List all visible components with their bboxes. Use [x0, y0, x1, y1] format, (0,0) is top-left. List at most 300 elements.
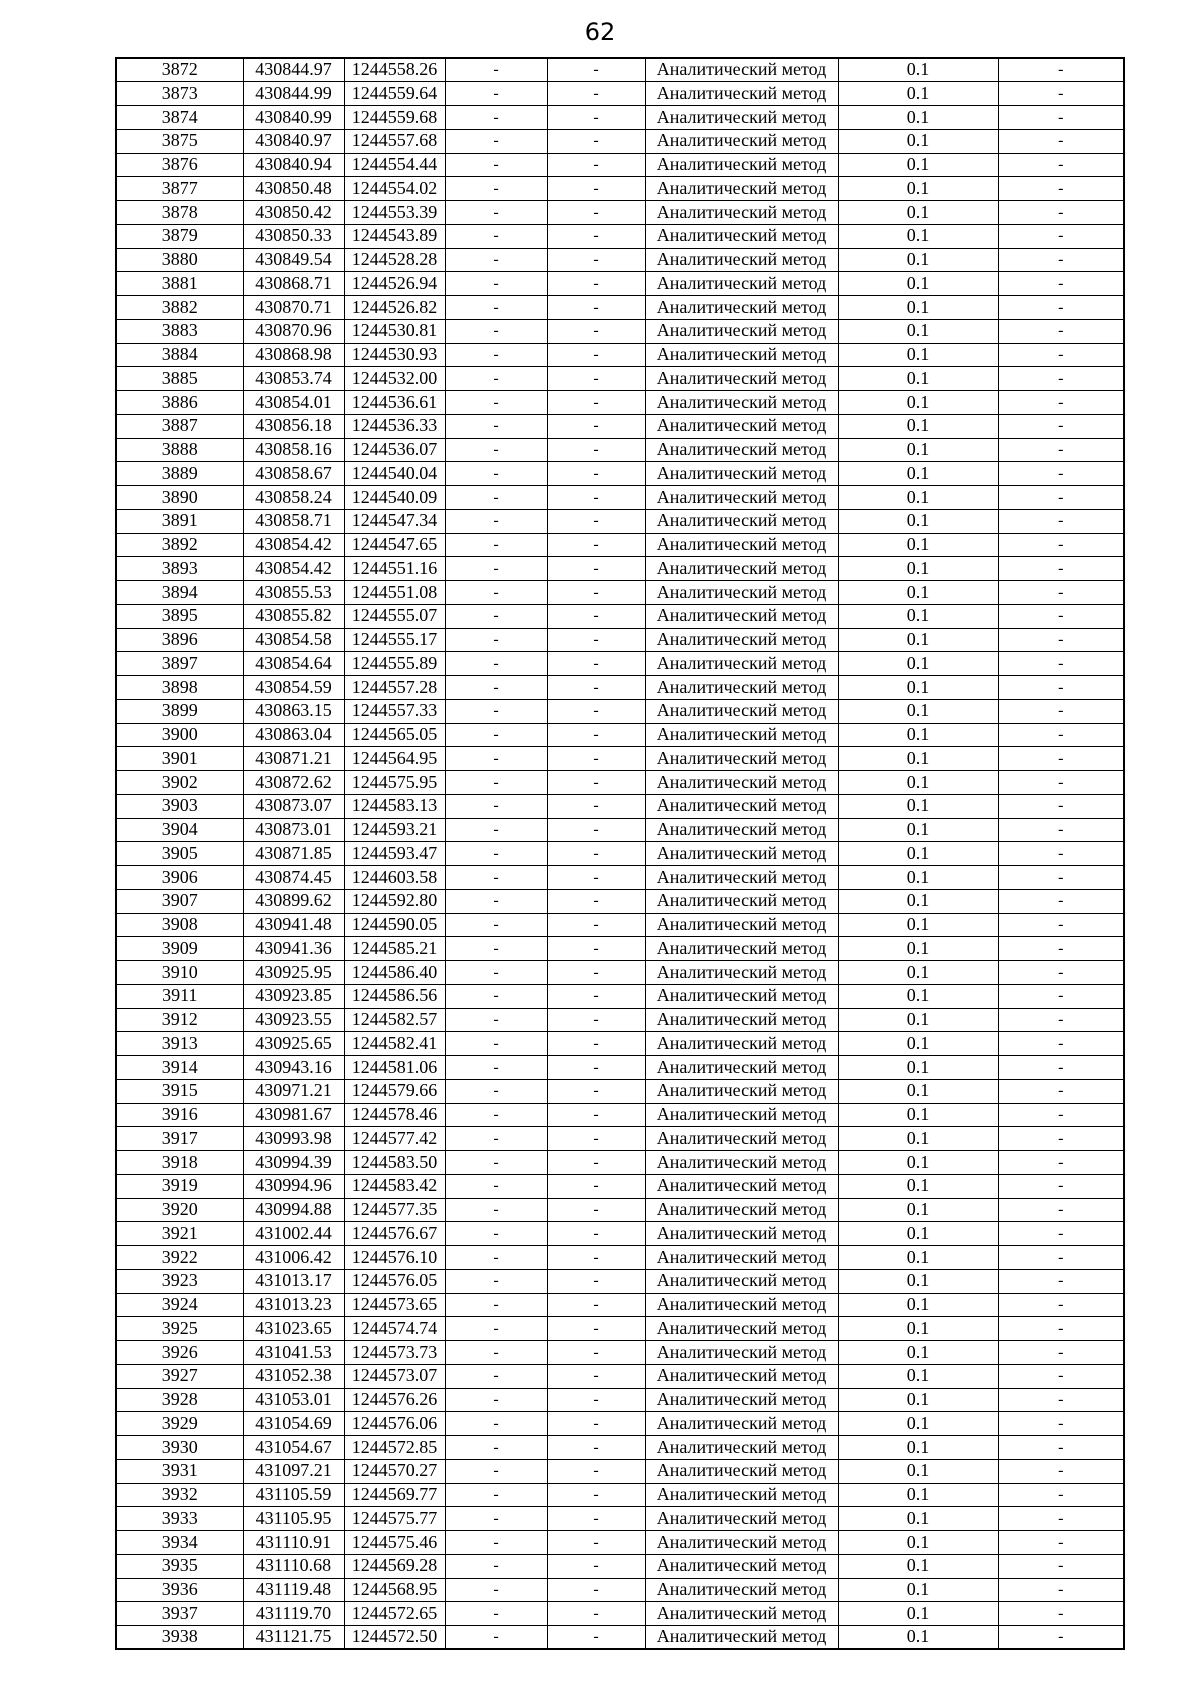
empty-value-cell: -: [445, 533, 547, 557]
accuracy-cell: 0.1: [838, 1056, 998, 1080]
accuracy-cell: 0.1: [838, 509, 998, 533]
y-coordinate-cell: 1244559.68: [344, 106, 445, 130]
empty-value-cell: -: [547, 1436, 645, 1460]
x-coordinate-cell: 431052.38: [243, 1364, 344, 1388]
empty-value-cell: -: [547, 723, 645, 747]
method-cell: Аналитический метод: [645, 201, 838, 225]
y-coordinate-cell: 1244590.05: [344, 913, 445, 937]
x-coordinate-cell: 430854.64: [243, 652, 344, 676]
empty-value-cell: -: [998, 1174, 1124, 1198]
empty-value-cell: -: [547, 58, 645, 82]
table-row: [116, 889, 1124, 913]
empty-value-cell: -: [445, 581, 547, 605]
method-cell: Аналитический метод: [645, 771, 838, 795]
y-coordinate-cell: 1244574.74: [344, 1317, 445, 1341]
table-row: [116, 1626, 1124, 1650]
empty-value-cell: -: [547, 153, 645, 177]
table-row: [116, 201, 1124, 225]
empty-value-cell: -: [445, 1364, 547, 1388]
point-number-cell: 3884: [116, 343, 243, 367]
method-cell: Аналитический метод: [645, 1578, 838, 1602]
empty-value-cell: -: [445, 201, 547, 225]
x-coordinate-cell: 430854.42: [243, 533, 344, 557]
empty-value-cell: -: [998, 201, 1124, 225]
y-coordinate-cell: 1244586.40: [344, 961, 445, 985]
empty-value-cell: -: [445, 224, 547, 248]
empty-value-cell: -: [445, 1388, 547, 1412]
empty-value-cell: -: [547, 1626, 645, 1650]
empty-value-cell: -: [998, 1602, 1124, 1626]
accuracy-cell: 0.1: [838, 1008, 998, 1032]
accuracy-cell: 0.1: [838, 1578, 998, 1602]
x-coordinate-cell: 430994.39: [243, 1151, 344, 1175]
method-cell: Аналитический метод: [645, 723, 838, 747]
point-number-cell: 3874: [116, 106, 243, 130]
empty-value-cell: -: [998, 462, 1124, 486]
empty-value-cell: -: [547, 1056, 645, 1080]
method-cell: Аналитический метод: [645, 177, 838, 201]
point-number-cell: 3872: [116, 58, 243, 82]
point-number-cell: 3913: [116, 1032, 243, 1056]
y-coordinate-cell: 1244565.05: [344, 723, 445, 747]
accuracy-cell: 0.1: [838, 557, 998, 581]
empty-value-cell: -: [998, 1222, 1124, 1246]
empty-value-cell: -: [547, 1198, 645, 1222]
method-cell: Аналитический метод: [645, 652, 838, 676]
x-coordinate-cell: 430971.21: [243, 1079, 344, 1103]
table-row: [116, 628, 1124, 652]
empty-value-cell: -: [445, 1531, 547, 1555]
x-coordinate-cell: 430872.62: [243, 771, 344, 795]
empty-value-cell: -: [547, 272, 645, 296]
accuracy-cell: 0.1: [838, 1293, 998, 1317]
point-number-cell: 3936: [116, 1578, 243, 1602]
accuracy-cell: 0.1: [838, 224, 998, 248]
empty-value-cell: -: [445, 1008, 547, 1032]
y-coordinate-cell: 1244543.89: [344, 224, 445, 248]
empty-value-cell: -: [547, 509, 645, 533]
accuracy-cell: 0.1: [838, 106, 998, 130]
x-coordinate-cell: 430854.59: [243, 676, 344, 700]
method-cell: Аналитический метод: [645, 1151, 838, 1175]
point-number-cell: 3924: [116, 1293, 243, 1317]
method-cell: Аналитический метод: [645, 1127, 838, 1151]
empty-value-cell: -: [547, 1602, 645, 1626]
point-number-cell: 3901: [116, 747, 243, 771]
table-row: [116, 1174, 1124, 1198]
empty-value-cell: -: [547, 1127, 645, 1151]
y-coordinate-cell: 1244570.27: [344, 1459, 445, 1483]
y-coordinate-cell: 1244575.77: [344, 1507, 445, 1531]
empty-value-cell: -: [998, 771, 1124, 795]
empty-value-cell: -: [998, 224, 1124, 248]
x-coordinate-cell: 430840.94: [243, 153, 344, 177]
method-cell: Аналитический метод: [645, 1246, 838, 1270]
empty-value-cell: -: [445, 296, 547, 320]
accuracy-cell: 0.1: [838, 367, 998, 391]
empty-value-cell: -: [998, 319, 1124, 343]
method-cell: Аналитический метод: [645, 224, 838, 248]
x-coordinate-cell: 430858.67: [243, 462, 344, 486]
accuracy-cell: 0.1: [838, 414, 998, 438]
empty-value-cell: -: [445, 699, 547, 723]
accuracy-cell: 0.1: [838, 699, 998, 723]
point-number-cell: 3887: [116, 414, 243, 438]
empty-value-cell: -: [998, 1388, 1124, 1412]
empty-value-cell: -: [547, 462, 645, 486]
empty-value-cell: -: [445, 367, 547, 391]
x-coordinate-cell: 431054.67: [243, 1436, 344, 1460]
method-cell: Аналитический метод: [645, 486, 838, 510]
method-cell: Аналитический метод: [645, 842, 838, 866]
empty-value-cell: -: [445, 509, 547, 533]
empty-value-cell: -: [547, 1008, 645, 1032]
y-coordinate-cell: 1244582.57: [344, 1008, 445, 1032]
accuracy-cell: 0.1: [838, 1079, 998, 1103]
empty-value-cell: -: [998, 1127, 1124, 1151]
accuracy-cell: 0.1: [838, 438, 998, 462]
y-coordinate-cell: 1244555.07: [344, 604, 445, 628]
accuracy-cell: 0.1: [838, 771, 998, 795]
method-cell: Аналитический метод: [645, 391, 838, 415]
y-coordinate-cell: 1244540.04: [344, 462, 445, 486]
method-cell: Аналитический метод: [645, 58, 838, 82]
empty-value-cell: -: [445, 1079, 547, 1103]
y-coordinate-cell: 1244582.41: [344, 1032, 445, 1056]
y-coordinate-cell: 1244572.85: [344, 1436, 445, 1460]
x-coordinate-cell: 430858.16: [243, 438, 344, 462]
accuracy-cell: 0.1: [838, 984, 998, 1008]
empty-value-cell: -: [445, 747, 547, 771]
empty-value-cell: -: [998, 699, 1124, 723]
x-coordinate-cell: 430923.55: [243, 1008, 344, 1032]
y-coordinate-cell: 1244528.28: [344, 248, 445, 272]
method-cell: Аналитический метод: [645, 1293, 838, 1317]
point-number-cell: 3925: [116, 1317, 243, 1341]
empty-value-cell: -: [547, 628, 645, 652]
point-number-cell: 3888: [116, 438, 243, 462]
empty-value-cell: -: [998, 676, 1124, 700]
empty-value-cell: -: [998, 913, 1124, 937]
accuracy-cell: 0.1: [838, 889, 998, 913]
point-number-cell: 3909: [116, 937, 243, 961]
y-coordinate-cell: 1244554.44: [344, 153, 445, 177]
x-coordinate-cell: 431110.91: [243, 1531, 344, 1555]
y-coordinate-cell: 1244603.58: [344, 866, 445, 890]
method-cell: Аналитический метод: [645, 1032, 838, 1056]
empty-value-cell: -: [998, 1483, 1124, 1507]
accuracy-cell: 0.1: [838, 129, 998, 153]
empty-value-cell: -: [998, 1032, 1124, 1056]
empty-value-cell: -: [445, 1459, 547, 1483]
accuracy-cell: 0.1: [838, 1269, 998, 1293]
y-coordinate-cell: 1244583.42: [344, 1174, 445, 1198]
empty-value-cell: -: [445, 1554, 547, 1578]
method-cell: Аналитический метод: [645, 1222, 838, 1246]
table-row: [116, 1507, 1124, 1531]
x-coordinate-cell: 431105.95: [243, 1507, 344, 1531]
empty-value-cell: -: [445, 82, 547, 106]
x-coordinate-cell: 431013.17: [243, 1269, 344, 1293]
point-number-cell: 3923: [116, 1269, 243, 1293]
empty-value-cell: -: [445, 248, 547, 272]
accuracy-cell: 0.1: [838, 533, 998, 557]
accuracy-cell: 0.1: [838, 794, 998, 818]
table-row: [116, 1602, 1124, 1626]
empty-value-cell: -: [998, 82, 1124, 106]
method-cell: Аналитический метод: [645, 1056, 838, 1080]
empty-value-cell: -: [445, 866, 547, 890]
table-row: [116, 984, 1124, 1008]
accuracy-cell: 0.1: [838, 961, 998, 985]
point-number-cell: 3894: [116, 581, 243, 605]
accuracy-cell: 0.1: [838, 1222, 998, 1246]
x-coordinate-cell: 431006.42: [243, 1246, 344, 1270]
method-cell: Аналитический метод: [645, 1412, 838, 1436]
x-coordinate-cell: 431119.48: [243, 1578, 344, 1602]
point-number-cell: 3885: [116, 367, 243, 391]
empty-value-cell: -: [445, 676, 547, 700]
y-coordinate-cell: 1244573.73: [344, 1341, 445, 1365]
empty-value-cell: -: [547, 391, 645, 415]
empty-value-cell: -: [547, 1507, 645, 1531]
point-number-cell: 3911: [116, 984, 243, 1008]
accuracy-cell: 0.1: [838, 723, 998, 747]
x-coordinate-cell: 430844.97: [243, 58, 344, 82]
y-coordinate-cell: 1244540.09: [344, 486, 445, 510]
empty-value-cell: -: [998, 533, 1124, 557]
x-coordinate-cell: 431053.01: [243, 1388, 344, 1412]
x-coordinate-cell: 430941.48: [243, 913, 344, 937]
point-number-cell: 3873: [116, 82, 243, 106]
empty-value-cell: -: [445, 1578, 547, 1602]
y-coordinate-cell: 1244576.10: [344, 1246, 445, 1270]
accuracy-cell: 0.1: [838, 1341, 998, 1365]
method-cell: Аналитический метод: [645, 153, 838, 177]
x-coordinate-cell: 430863.15: [243, 699, 344, 723]
empty-value-cell: -: [445, 177, 547, 201]
empty-value-cell: -: [547, 557, 645, 581]
y-coordinate-cell: 1244586.56: [344, 984, 445, 1008]
table-row: [116, 462, 1124, 486]
point-number-cell: 3912: [116, 1008, 243, 1032]
table-row: [116, 129, 1124, 153]
empty-value-cell: -: [547, 129, 645, 153]
accuracy-cell: 0.1: [838, 82, 998, 106]
page-number: 62: [584, 18, 616, 46]
empty-value-cell: -: [445, 106, 547, 130]
point-number-cell: 3889: [116, 462, 243, 486]
x-coordinate-cell: 430844.99: [243, 82, 344, 106]
empty-value-cell: -: [547, 224, 645, 248]
point-number-cell: 3899: [116, 699, 243, 723]
empty-value-cell: -: [547, 486, 645, 510]
table-row: [116, 723, 1124, 747]
empty-value-cell: -: [445, 391, 547, 415]
point-number-cell: 3902: [116, 771, 243, 795]
empty-value-cell: -: [547, 201, 645, 225]
empty-value-cell: -: [547, 248, 645, 272]
table-row: [116, 1436, 1124, 1460]
accuracy-cell: 0.1: [838, 1317, 998, 1341]
y-coordinate-cell: 1244547.34: [344, 509, 445, 533]
table-row: [116, 747, 1124, 771]
empty-value-cell: -: [998, 581, 1124, 605]
y-coordinate-cell: 1244568.95: [344, 1578, 445, 1602]
point-number-cell: 3900: [116, 723, 243, 747]
method-cell: Аналитический метод: [645, 1436, 838, 1460]
empty-value-cell: -: [547, 842, 645, 866]
x-coordinate-cell: 430943.16: [243, 1056, 344, 1080]
x-coordinate-cell: 430849.54: [243, 248, 344, 272]
empty-value-cell: -: [998, 747, 1124, 771]
empty-value-cell: -: [547, 699, 645, 723]
method-cell: Аналитический метод: [645, 699, 838, 723]
method-cell: Аналитический метод: [645, 747, 838, 771]
empty-value-cell: -: [547, 889, 645, 913]
empty-value-cell: -: [998, 1554, 1124, 1578]
y-coordinate-cell: 1244530.81: [344, 319, 445, 343]
empty-value-cell: -: [998, 1436, 1124, 1460]
table-row: [116, 486, 1124, 510]
empty-value-cell: -: [998, 1341, 1124, 1365]
empty-value-cell: -: [998, 486, 1124, 510]
empty-value-cell: -: [998, 1317, 1124, 1341]
table-row: [116, 343, 1124, 367]
accuracy-cell: 0.1: [838, 153, 998, 177]
empty-value-cell: -: [998, 1293, 1124, 1317]
method-cell: Аналитический метод: [645, 1269, 838, 1293]
accuracy-cell: 0.1: [838, 248, 998, 272]
method-cell: Аналитический метод: [645, 414, 838, 438]
table-row: [116, 1269, 1124, 1293]
empty-value-cell: -: [998, 1246, 1124, 1270]
empty-value-cell: -: [445, 438, 547, 462]
empty-value-cell: -: [445, 462, 547, 486]
method-cell: Аналитический метод: [645, 1626, 838, 1650]
point-number-cell: 3933: [116, 1507, 243, 1531]
point-number-cell: 3928: [116, 1388, 243, 1412]
y-coordinate-cell: 1244577.42: [344, 1127, 445, 1151]
x-coordinate-cell: 430871.85: [243, 842, 344, 866]
point-number-cell: 3893: [116, 557, 243, 581]
empty-value-cell: -: [998, 343, 1124, 367]
method-cell: Аналитический метод: [645, 462, 838, 486]
y-coordinate-cell: 1244572.65: [344, 1602, 445, 1626]
point-number-cell: 3898: [116, 676, 243, 700]
empty-value-cell: -: [547, 604, 645, 628]
x-coordinate-cell: 430850.33: [243, 224, 344, 248]
table-row: [116, 1151, 1124, 1175]
empty-value-cell: -: [445, 889, 547, 913]
empty-value-cell: -: [998, 296, 1124, 320]
method-cell: Аналитический метод: [645, 1507, 838, 1531]
point-number-cell: 3904: [116, 818, 243, 842]
x-coordinate-cell: 430854.01: [243, 391, 344, 415]
table-row: [116, 1198, 1124, 1222]
accuracy-cell: 0.1: [838, 1032, 998, 1056]
y-coordinate-cell: 1244593.47: [344, 842, 445, 866]
x-coordinate-cell: 430994.88: [243, 1198, 344, 1222]
y-coordinate-cell: 1244575.95: [344, 771, 445, 795]
y-coordinate-cell: 1244530.93: [344, 343, 445, 367]
x-coordinate-cell: 430868.98: [243, 343, 344, 367]
method-cell: Аналитический метод: [645, 1531, 838, 1555]
empty-value-cell: -: [445, 937, 547, 961]
accuracy-cell: 0.1: [838, 391, 998, 415]
point-number-cell: 3903: [116, 794, 243, 818]
point-number-cell: 3919: [116, 1174, 243, 1198]
table-row: [116, 153, 1124, 177]
empty-value-cell: -: [547, 1459, 645, 1483]
y-coordinate-cell: 1244554.02: [344, 177, 445, 201]
method-cell: Аналитический метод: [645, 676, 838, 700]
method-cell: Аналитический метод: [645, 1198, 838, 1222]
table-row: [116, 1127, 1124, 1151]
y-coordinate-cell: 1244551.16: [344, 557, 445, 581]
empty-value-cell: -: [445, 1032, 547, 1056]
empty-value-cell: -: [445, 961, 547, 985]
table-row: [116, 676, 1124, 700]
empty-value-cell: -: [998, 1198, 1124, 1222]
accuracy-cell: 0.1: [838, 1127, 998, 1151]
x-coordinate-cell: 430873.01: [243, 818, 344, 842]
x-coordinate-cell: 430854.58: [243, 628, 344, 652]
accuracy-cell: 0.1: [838, 58, 998, 82]
x-coordinate-cell: 430858.71: [243, 509, 344, 533]
x-coordinate-cell: 431110.68: [243, 1554, 344, 1578]
empty-value-cell: -: [445, 984, 547, 1008]
x-coordinate-cell: 430870.71: [243, 296, 344, 320]
empty-value-cell: -: [998, 652, 1124, 676]
table-row: [116, 367, 1124, 391]
empty-value-cell: -: [998, 367, 1124, 391]
table-row: [116, 533, 1124, 557]
point-number-cell: 3916: [116, 1103, 243, 1127]
point-number-cell: 3918: [116, 1151, 243, 1175]
method-cell: Аналитический метод: [645, 1602, 838, 1626]
empty-value-cell: -: [547, 1246, 645, 1270]
accuracy-cell: 0.1: [838, 177, 998, 201]
empty-value-cell: -: [998, 129, 1124, 153]
method-cell: Аналитический метод: [645, 1483, 838, 1507]
empty-value-cell: -: [547, 82, 645, 106]
empty-value-cell: -: [445, 1198, 547, 1222]
empty-value-cell: -: [998, 272, 1124, 296]
empty-value-cell: -: [547, 1222, 645, 1246]
accuracy-cell: 0.1: [838, 201, 998, 225]
x-coordinate-cell: 430925.65: [243, 1032, 344, 1056]
x-coordinate-cell: 430858.24: [243, 486, 344, 510]
empty-value-cell: -: [998, 557, 1124, 581]
x-coordinate-cell: 430853.74: [243, 367, 344, 391]
y-coordinate-cell: 1244536.33: [344, 414, 445, 438]
accuracy-cell: 0.1: [838, 1459, 998, 1483]
x-coordinate-cell: 430994.96: [243, 1174, 344, 1198]
empty-value-cell: -: [998, 509, 1124, 533]
y-coordinate-cell: 1244578.46: [344, 1103, 445, 1127]
accuracy-cell: 0.1: [838, 319, 998, 343]
point-number-cell: 3890: [116, 486, 243, 510]
accuracy-cell: 0.1: [838, 628, 998, 652]
point-number-cell: 3906: [116, 866, 243, 890]
empty-value-cell: -: [445, 1151, 547, 1175]
empty-value-cell: -: [547, 438, 645, 462]
empty-value-cell: -: [547, 747, 645, 771]
table-row: [116, 1483, 1124, 1507]
y-coordinate-cell: 1244576.05: [344, 1269, 445, 1293]
table-row: [116, 509, 1124, 533]
